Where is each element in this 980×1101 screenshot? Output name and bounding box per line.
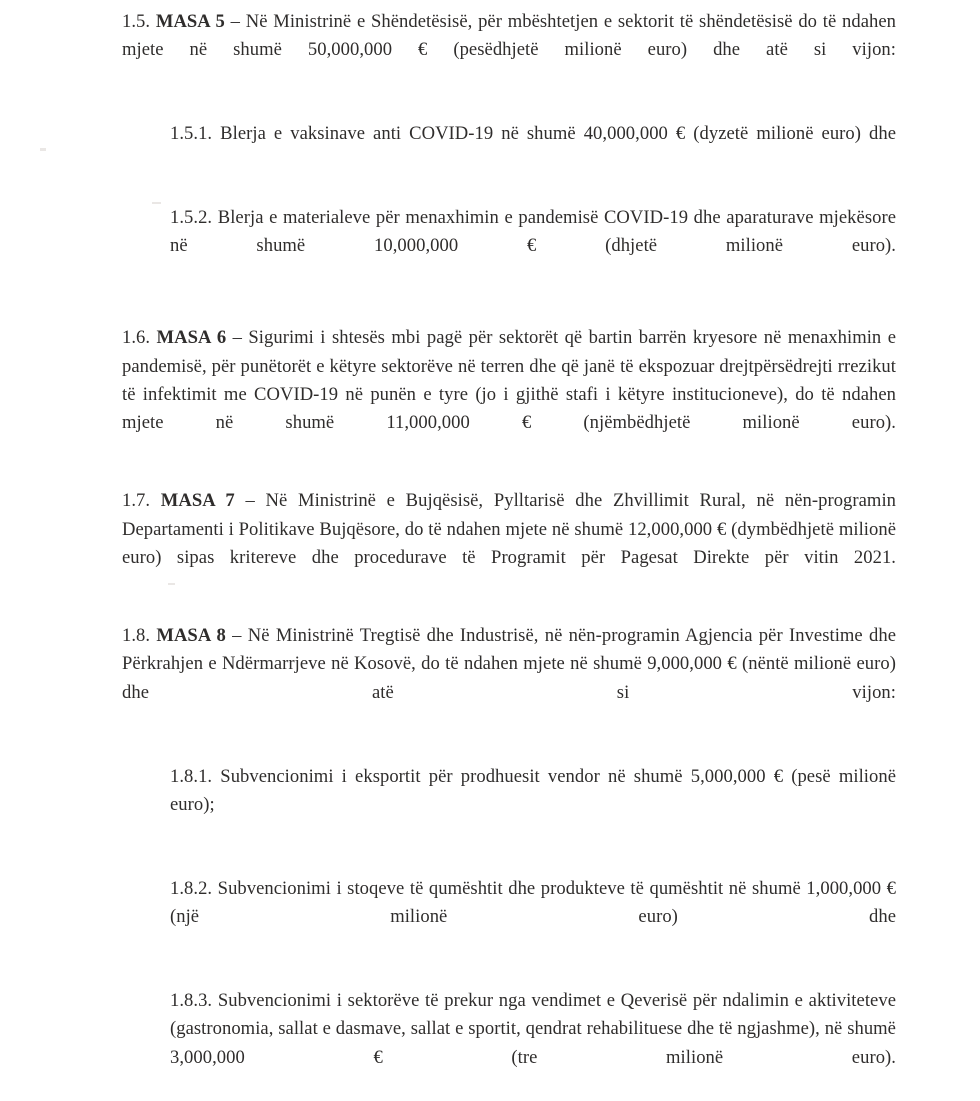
paragraph-1-7 [122, 487, 896, 601]
measure-dash: – [232, 624, 242, 646]
paragraph-text: Subvencionimi i sektorëve të prekur nga vendimet e Qeverisë për ndalimin e aktiviteteve (gastronomia, sallat e dasmave, sallat e sportit, qendrat rehabilituese dhe të ngjashme), në shumë 3,000,000 € (tre milionë euro). [170, 989, 896, 1068]
measure-label: MASA 8 [156, 624, 226, 646]
paragraph-1-5-2 [170, 204, 896, 289]
paragraph-text: Në Ministrinë e Shëndetësisë, për mbështetjen e sektorit të shëndetësisë do të ndahen mjete në shumë 50,000,000 € (pesëdhjetë milionë euro) dhe atë si vijon: [122, 11, 897, 61]
paragraph-number: 1.8. [122, 624, 151, 646]
measure-label: MASA 5 [155, 11, 225, 32]
paragraph-number: 1.8.3. [170, 989, 213, 1011]
paragraph-number: 1.8.2. [170, 877, 213, 899]
paragraph-number: 1.5.2. [170, 207, 213, 229]
measure-dash: – [232, 327, 242, 349]
paragraph-number: 1.8.1. [170, 765, 213, 787]
paragraph-1-5 [122, 8, 896, 93]
paragraph-text: Sigurimi i shtesës mbi pagë për sektorët që bartin barrën kryesore në menaxhimin e pandemisë, për punëtorët e këtyre sektorëve në terren dhe që janë të ekspozuar drejtpërsëdrejti rrezikut të infektimit me COVID-19 në punën e tyre (jo i gjithë stafi i këtyre institucioneve), do të ndahen mjete në shumë 11,000,000 € (njëmbëdhjetë milionë euro). [122, 327, 896, 434]
paragraph-gap [122, 306, 896, 324]
paragraph-1-8-3 [170, 987, 896, 1101]
paragraph-gap [122, 865, 896, 875]
paragraph-gap [122, 977, 896, 987]
scan-artifact [40, 148, 46, 151]
paragraph-gap [122, 194, 896, 204]
paragraph-number: 1.5.1. [170, 123, 213, 145]
paragraph-gap [122, 110, 896, 120]
measure-dash: – [245, 490, 255, 512]
paragraph-text: Në Ministrinë Tregtisë dhe Industrisë, në nën-programin Agjencia për Investime dhe Përkrahjen e Ndërmarrjeve në Kosovë, do të ndahen mjete në shumë 9,000,000 € (nëntë milionë euro) dhe atë si vijon: [122, 624, 896, 703]
paragraph-1-8-1 [170, 763, 896, 848]
measure-label: MASA 7 [160, 490, 235, 512]
paragraph-gap [122, 753, 896, 763]
paragraph-number: 1.5. [122, 11, 151, 32]
document-text-column [122, 8, 896, 1101]
paragraph-number: 1.6. [122, 327, 151, 349]
paragraph-text: Subvencionimi i stoqeve të qumështit dhe produkteve të qumështit në shumë 1,000,000 € (një milionë euro) dhe [170, 877, 896, 928]
paragraph-1-6 [122, 324, 896, 466]
paragraph-1-8 [122, 622, 896, 736]
paragraph-text: Blerja e materialeve për menaxhimin e pandemisë COVID-19 dhe aparaturave mjekësore në shumë 10,000,000 € (dhjetë milionë euro). [170, 207, 897, 257]
paragraph-text: Subvencionimi i eksportit për prodhuesit vendor në shumë 5,000,000 € (pesë milionë euro); [170, 765, 896, 815]
measure-label: MASA 6 [156, 327, 227, 349]
paragraph-number: 1.7. [122, 490, 151, 512]
paragraph-text: Në Ministrinë e Bujqësisë, Pylltarisë dhe Zhvillimit Rural, në nën-programin Departamenti i Politikave Bujqësore, do të ndahen mjete në shumë 12,000,000 € (dymbëdhjetë milionë euro) sipas kritereve dhe procedurave të Programit për Pagesat Direkte për vitin 2021. [122, 490, 897, 569]
paragraph-1-8-2 [170, 875, 896, 960]
paragraph-1-5-1 [170, 120, 896, 177]
measure-dash: – [230, 11, 240, 32]
paragraph-text: Blerja e vaksinave anti COVID-19 në shumë 40,000,000 € (dyzetë milionë euro) dhe [220, 123, 897, 145]
